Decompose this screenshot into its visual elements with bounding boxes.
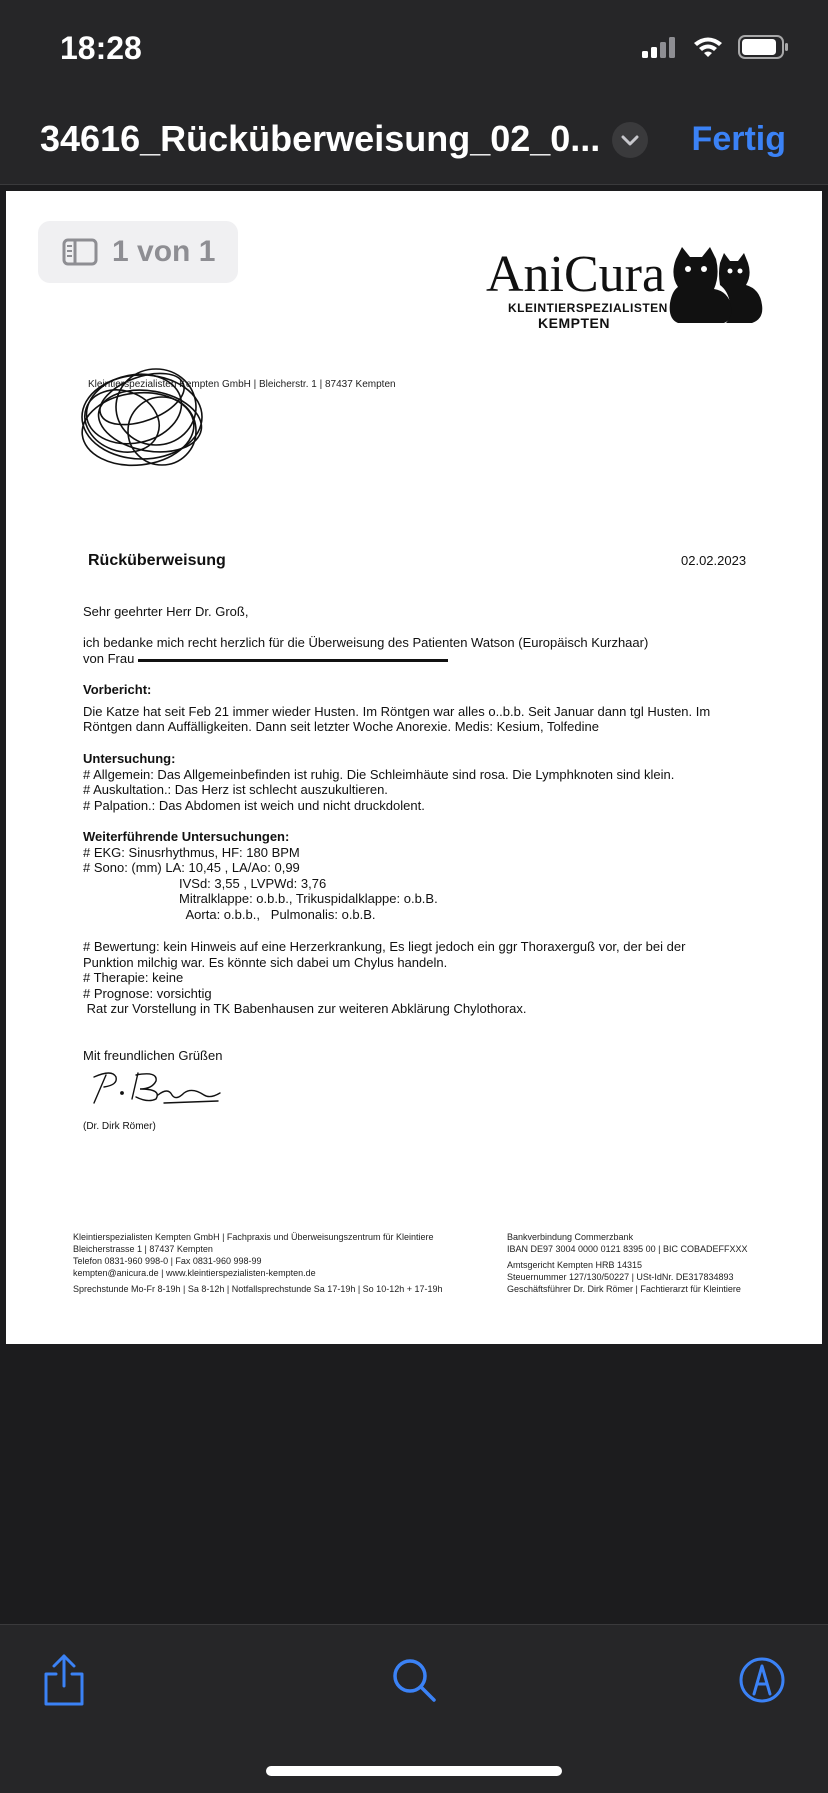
redaction-scribble [72,359,222,479]
status-time: 18:28 [60,30,142,66]
text-line: IVSd: 3,55 , LVPWd: 3,76 [179,875,327,891]
text-line: Die Katze hat seit Feb 21 immer wieder Husten. Im Röntgen war alles o..b.b. Seit Januar dann tgl Husten. Im [83,703,711,719]
section-heading: Vorbericht: [83,682,152,697]
footer-left [73,1231,443,1295]
footer-line: IBAN DE97 3004 0000 0121 8395 00 | BIC COBADEFFXXX [507,1244,748,1254]
home-indicator[interactable] [266,1766,562,1776]
document-title: 34616_Rücküberweisung_02_0... [40,118,601,159]
wifi-icon [692,35,724,59]
sender-line: Kleintierspezialisten Kempten GmbH | Bleicherstr. 1 | 87437 Kempten [88,379,396,390]
intro-line: ich bedanke mich recht herzlich für die Überweisung des Patienten Watson (Europäisch Kurzhaar) [83,635,649,650]
page-indicator[interactable] [38,221,238,283]
text-line: # Sono: (mm) LA: 10,45 , LA/Ao: 0,99 [83,860,300,875]
battery-icon [738,34,790,60]
salutation: Sehr geehrter Herr Dr. Groß, [83,604,249,619]
search-icon [390,1652,438,1708]
anicura-logo [486,246,668,331]
untersuchung-section [83,751,674,813]
signature [86,1067,226,1107]
footer-line: Sprechstunde Mo-Fr 8-19h | Sa 8-12h | Notfallsprechstunde Sa 17-19h | So 10-12h + 17-19h [73,1284,443,1294]
intro-line [83,651,648,667]
closing: Mit freundlichen Grüßen [83,1048,223,1063]
markup-pen-icon [738,1652,786,1708]
vorbericht-section [83,682,710,735]
share-button[interactable] [40,1652,88,1713]
text-line: # Therapie: keine [83,970,184,985]
done-button[interactable]: Fertig [691,120,786,158]
page-indicator-label: 1 von 1 [112,235,216,268]
text-line: # Prognose: vorsichtig [83,985,212,1001]
footer-line: Telefon 0831-960 998-0 | Fax 0831-960 998-99 [73,1256,262,1266]
bewertung-section [83,939,685,1017]
title-menu-button[interactable] [612,122,648,158]
status-icons [642,34,790,60]
letter-title: Rücküberweisung [88,552,226,569]
sidebar-icon [62,238,98,266]
cat-logo-icon [668,245,768,325]
text-line: Rat zur Vorstellung in TK Babenhausen zur weiteren Abklärung Chylothorax. [83,1001,527,1016]
signal-icon [642,36,678,58]
text-line: # Allgemein: Das Allgemeinbefinden ist ruhig. Die Schleimhäute sind rosa. Die Lymphknoten sind klein. [83,766,675,782]
text-line: # EKG: Sinusrhythmus, HF: 180 BPM [83,844,300,860]
chevron-down-icon [612,122,648,158]
text-line: Röntgen dann Auffälligkeiten. Dann seit letzter Woche Anorexie. Medis: Kesium, Tolfedine [83,719,599,734]
footer-line: Geschäftsführer Dr. Dirk Römer | Fachtierarzt für Kleintiere [507,1284,741,1294]
share-icon [40,1652,88,1708]
intro-paragraph [83,635,648,666]
weiterfuehrende-section [83,829,438,922]
logo-subtitle: KLEINTIERSPEZIALISTEN [508,301,668,315]
signature-name: (Dr. Dirk Römer) [83,1121,156,1132]
footer-line: Steuernummer 127/130/50227 | USt-IdNr. DE317834893 [507,1272,734,1282]
text-line: # Palpation.: Das Abdomen ist weich und nicht druckdolent. [83,797,425,813]
letter-date: 02.02.2023 [681,553,747,568]
text-line: # Auskultation.: Das Herz ist schlecht auszukultieren. [83,782,388,797]
text-line: # Bewertung: kein Hinweis auf eine Herzerkrankung, Es liegt jedoch ein ggr Thoraxerguß vor, der bei der [83,939,686,954]
document-page [6,191,822,1344]
status-bar [0,0,828,96]
footer-line: Bleicherstrasse 1 | 87437 Kempten [73,1244,213,1254]
section-heading: Weiterführende Untersuchungen: [83,829,290,844]
logo-name: AniCura [486,246,666,303]
footer-line: Amtsgericht Kempten HRB 14315 [507,1260,643,1270]
text-line: Aorta: o.b.b., Pulmonalis: o.b.B. [179,906,376,922]
footer-right [507,1231,747,1295]
redacted-address [138,651,448,666]
footer-line: kempten@anicura.de | www.kleintierspezialisten-kempten.de [73,1268,316,1278]
footer-line: Bankverbindung Commerzbank [507,1232,634,1242]
logo-location: KEMPTEN [538,315,610,331]
text-line: Mitralklappe: o.b.b., Trikuspidalklappe: o.b.B. [179,891,438,906]
intro-prefix: von Frau [83,650,138,666]
text-line: Punktion milchig war. Es könnte sich dabei um Chylus handeln. [83,954,448,970]
footer-line: Kleintierspezialisten Kempten GmbH | Fachpraxis und Überweisungszentrum für Kleintiere [73,1232,434,1242]
markup-button[interactable] [738,1652,786,1713]
section-heading: Untersuchung: [83,751,176,766]
search-button[interactable] [390,1652,438,1713]
